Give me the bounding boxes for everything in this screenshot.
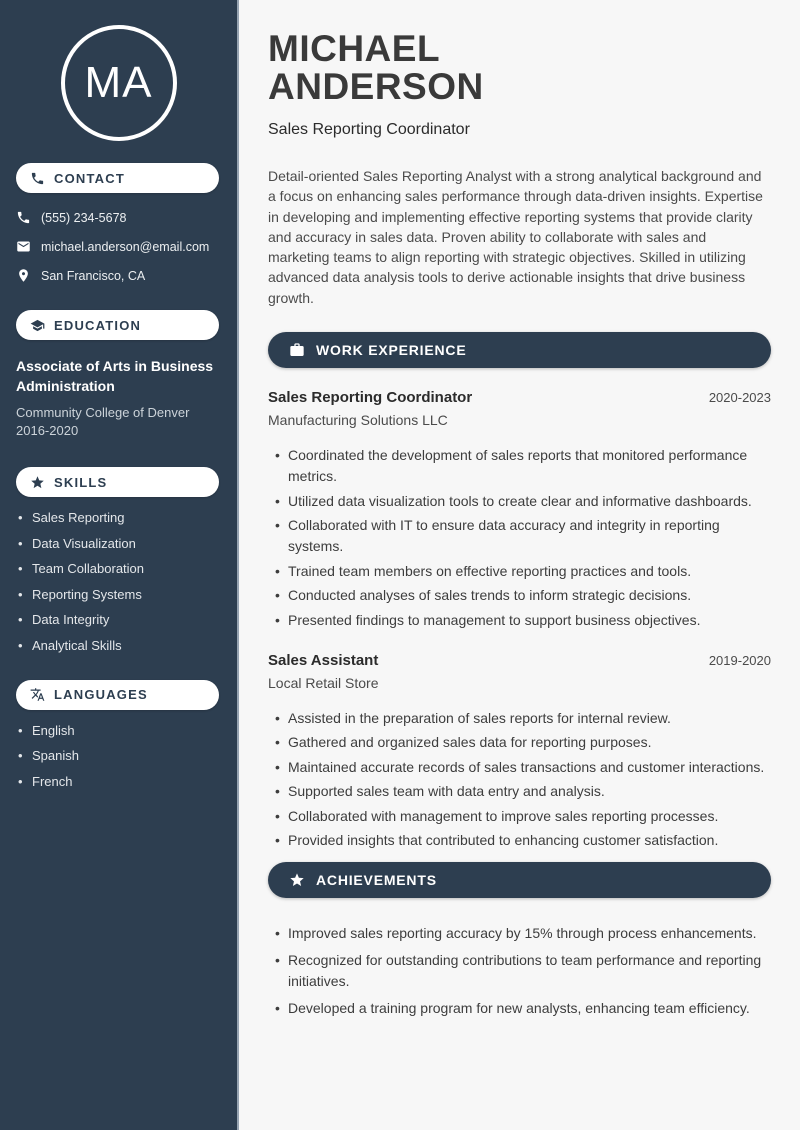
languages-section-header	[16, 680, 219, 710]
person-name	[268, 30, 771, 106]
job-role: Sales Assistant	[268, 651, 379, 669]
job-bullet-list	[273, 445, 771, 631]
job-role: Sales Reporting Coordinator	[268, 389, 473, 407]
job-company: Local Retail Store	[268, 674, 379, 691]
skill-item: • Analytical Skills	[18, 639, 221, 653]
education-section-title: EDUCATION	[54, 317, 142, 333]
job-bullet: • Utilized data visualization tools to create clear and informative dashboards.	[273, 491, 771, 512]
languages-section	[0, 680, 237, 789]
star-icon	[289, 872, 305, 888]
job-bullet: • Gathered and organized sales data for reporting purposes.	[273, 732, 771, 753]
job-bullet: • Trained team members on effective reporting practices and tools.	[273, 561, 771, 582]
contact-section-title: CONTACT	[54, 170, 125, 186]
email-icon	[16, 239, 31, 254]
job-dates: 2020-2023	[708, 390, 771, 406]
job-bullet: • Supported sales team with data entry and analysis.	[273, 781, 771, 802]
skill-item: • Team Collaboration	[18, 562, 221, 576]
education-degree: Associate of Arts in Business Administration	[16, 358, 214, 394]
achievement-bullet: • Developed a training program for new analysts, enhancing team efficiency.	[273, 998, 771, 1019]
graduation-cap-icon	[30, 318, 45, 333]
resume-main	[239, 0, 800, 1130]
skill-item: • Reporting Systems	[18, 588, 221, 602]
job-entry	[268, 389, 771, 631]
skills-list	[18, 511, 221, 653]
location-pin-icon	[16, 268, 31, 283]
briefcase-icon	[289, 342, 305, 358]
star-icon	[30, 475, 45, 490]
contact-section-header	[16, 163, 219, 193]
achievements-section-header	[268, 862, 771, 898]
skill-item: • Data Visualization	[18, 537, 221, 551]
language-item: • French	[18, 775, 221, 789]
languages-list	[18, 724, 221, 789]
email-address: michael.anderson@email.com	[41, 239, 210, 254]
job-bullet: • Collaborated with management to improve sales reporting processes.	[273, 806, 771, 827]
skills-section-title: SKILLS	[54, 474, 108, 490]
job-bullet: • Conducted analyses of sales trends to inform strategic decisions.	[273, 585, 771, 606]
sidebar	[0, 0, 239, 1130]
avatar-initials: MA	[84, 58, 153, 107]
translate-icon	[30, 687, 45, 702]
job-company: Manufacturing Solutions LLC	[268, 412, 448, 429]
contact-phone	[16, 210, 221, 225]
location-text: San Francisco, CA	[41, 268, 146, 283]
person-name-line1: MICHAEL	[268, 28, 441, 69]
work-experience-section-header	[268, 332, 771, 368]
job-bullet: • Assisted in the preparation of sales reports for internal review.	[273, 708, 771, 729]
professional-summary: Detail-oriented Sales Reporting Analyst with a strong analytical background and a focus on enhancing sales performance through data-driven insights. Expertise in developing and implementing effective reporting systems that provide clarity and accuracy in sales data. Proven ability to collaborate with sales and marketing teams to align reporting with strategic objectives. Skilled in utilizing advanced data analysis tools to derive actionable insights that drive business growth.	[268, 168, 763, 306]
avatar	[61, 25, 177, 141]
job-bullet: • Provided insights that contributed to enhancing customer satisfaction.	[273, 830, 771, 851]
person-name-line2: ANDERSON	[268, 66, 484, 107]
education-years: 2016-2020	[16, 423, 79, 438]
contact-email	[16, 239, 221, 254]
job-dates: 2019-2020	[708, 652, 771, 668]
skill-item: • Data Integrity	[18, 613, 221, 627]
contact-section	[0, 163, 237, 283]
skill-item: • Sales Reporting	[18, 511, 221, 525]
skills-section	[0, 467, 237, 653]
languages-section-title: LANGUAGES	[54, 687, 148, 702]
education-school: Community College of Denver	[16, 405, 190, 420]
achievement-bullet: • Recognized for outstanding contributions to team performance and reporting initiatives.	[273, 950, 771, 992]
phone-icon	[16, 210, 31, 225]
language-item: • English	[18, 724, 221, 738]
job-entry	[268, 652, 771, 852]
skills-section-header	[16, 467, 219, 497]
phone-icon	[30, 171, 45, 186]
person-job-title: Sales Reporting Coordinator	[268, 121, 470, 138]
contact-location	[16, 268, 221, 283]
education-section-header	[16, 310, 219, 340]
achievements-list	[273, 923, 771, 1019]
job-bullet: • Presented findings to management to support business objectives.	[273, 610, 771, 631]
achievement-bullet: • Improved sales reporting accuracy by 15% through process enhancements.	[273, 923, 771, 944]
achievements-section-title: ACHIEVEMENTS	[316, 872, 437, 889]
work-experience-section-title: WORK EXPERIENCE	[316, 342, 467, 359]
job-bullet: • Collaborated with IT to ensure data accuracy and integrity in reporting systems.	[273, 515, 771, 557]
job-bullet-list	[273, 708, 771, 852]
job-bullet: • Maintained accurate records of sales transactions and customer interactions.	[273, 757, 771, 778]
job-bullet: • Coordinated the development of sales reports that monitored performance metrics.	[273, 445, 771, 487]
education-section	[0, 310, 237, 440]
language-item: • Spanish	[18, 749, 221, 763]
phone-number: (555) 234-5678	[41, 210, 127, 225]
